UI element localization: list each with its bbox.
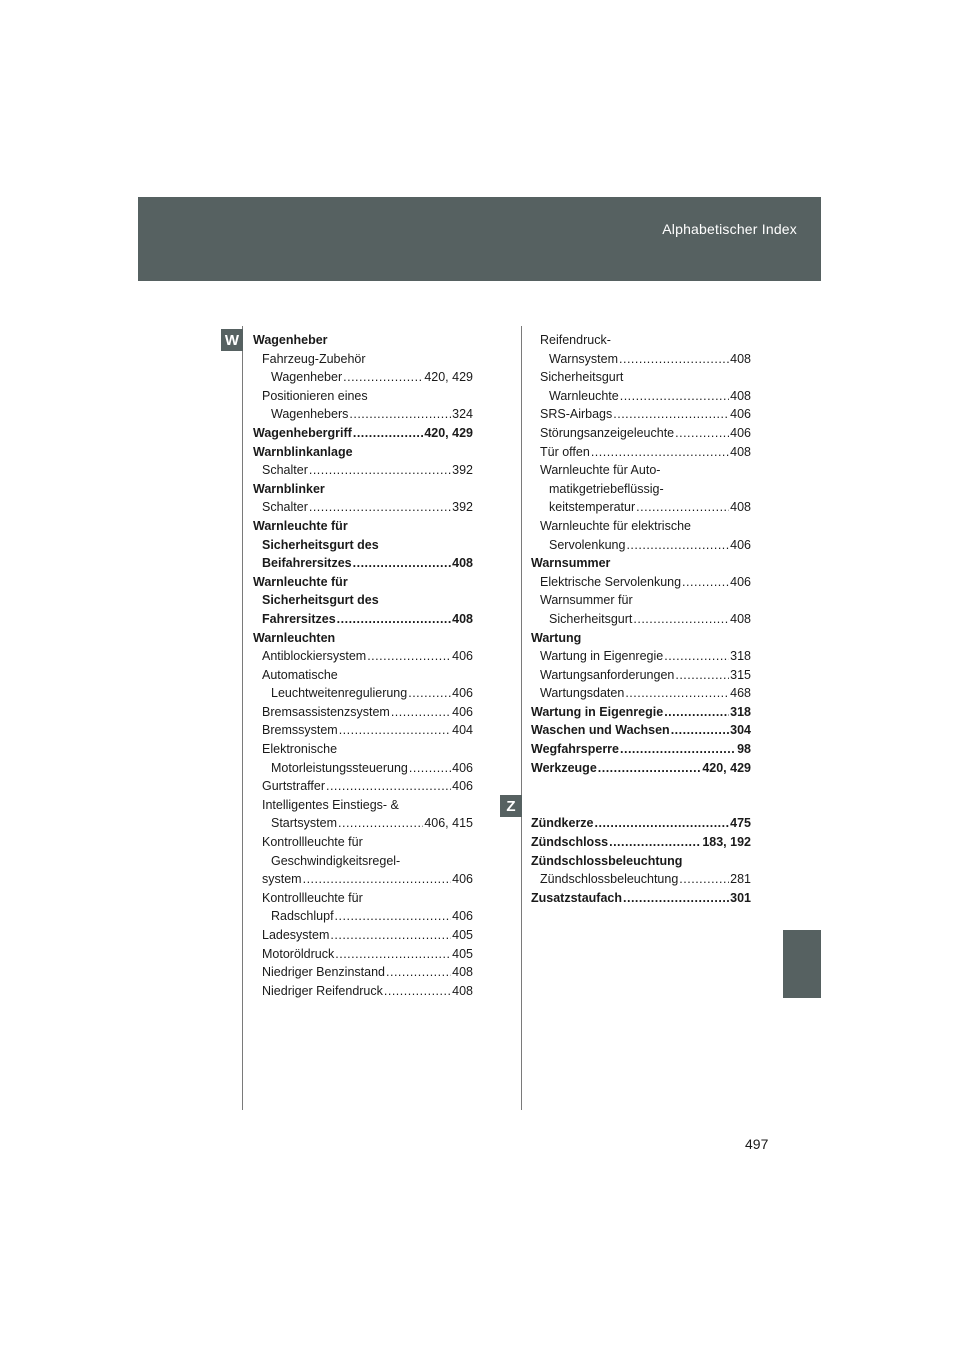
index-entry: Warnsummer für <box>540 593 633 608</box>
index-entry: Sicherheitsgurt des <box>262 537 379 552</box>
entry-page-ref: 408 <box>730 611 751 626</box>
entry-term: Leuchtweitenregulierung <box>271 686 408 701</box>
dot-leader <box>349 405 451 424</box>
dot-leader <box>675 424 729 443</box>
entry-term: Fahrersitzes <box>262 611 336 626</box>
entry-term: Wartungsanforderungen <box>540 667 675 682</box>
dot-leader <box>679 870 729 889</box>
index-entry <box>531 498 751 517</box>
index-column-2 <box>531 331 751 907</box>
entry-term: Startsystem <box>271 816 337 831</box>
section-letter-z: Z <box>500 795 522 817</box>
index-entry <box>531 759 751 778</box>
entry-term: Gurtstraffer <box>262 779 325 794</box>
entry-term: Wartung in Eigenregie <box>540 649 664 664</box>
entry-term: Wartung in Eigenregie <box>531 704 664 719</box>
index-entry <box>531 740 751 759</box>
index-entry <box>253 703 473 722</box>
dot-leader <box>598 759 702 778</box>
entry-page-ref: 281 <box>730 872 751 887</box>
dot-leader <box>309 498 451 517</box>
entry-page-ref: 406 <box>452 686 473 701</box>
dot-leader <box>326 777 451 796</box>
entry-page-ref: 408 <box>452 611 473 626</box>
index-entry: Zündschlossbeleuchtung <box>531 853 683 868</box>
index-entry <box>531 405 751 424</box>
entry-page-ref: 468 <box>730 686 751 701</box>
entry-term: Elektrische Servolenkung <box>540 574 682 589</box>
dot-leader <box>408 684 451 703</box>
index-entry <box>253 814 473 833</box>
index-entry <box>253 982 473 1001</box>
index-entry <box>531 889 751 908</box>
index-entry: Kontrollleuchte für <box>262 835 363 850</box>
dot-leader <box>671 721 729 740</box>
entry-page-ref: 408 <box>730 444 751 459</box>
section-thumb-tab <box>783 930 821 998</box>
index-entry: Elektronische <box>262 742 338 757</box>
index-entry <box>253 461 473 480</box>
entry-term: keitstemperatur <box>549 500 636 515</box>
index-entry <box>531 573 751 592</box>
index-entry: Sicherheitsgurt <box>540 370 624 385</box>
entry-term: Wagenheber <box>271 370 343 385</box>
index-entry: Reifendruck- <box>540 333 611 347</box>
column-rule-left <box>242 326 243 1110</box>
index-entry <box>253 945 473 964</box>
column-rule-right <box>521 326 522 1110</box>
entry-term: Schalter <box>262 463 308 478</box>
dot-leader <box>353 554 452 573</box>
entry-term: Motoröldruck <box>262 946 335 961</box>
entry-page-ref: 408 <box>452 556 473 571</box>
dot-leader <box>595 814 730 833</box>
entry-page-ref: 318 <box>730 649 751 664</box>
index-entry <box>531 387 751 406</box>
index-entry: Warnleuchte für Auto- <box>540 463 661 478</box>
dot-leader <box>633 610 729 629</box>
index-entry <box>531 684 751 703</box>
index-entry: Fahrzeug-Zubehör <box>262 351 366 366</box>
entry-page-ref: 406 <box>452 760 473 775</box>
entry-page-ref: 406 <box>452 909 473 924</box>
dot-leader <box>625 684 729 703</box>
dot-leader <box>636 498 729 517</box>
entry-term: Werkzeuge <box>531 760 597 775</box>
index-entry <box>531 610 751 629</box>
index-entry: Warnsummer <box>531 556 611 571</box>
entry-page-ref: 475 <box>730 816 751 831</box>
dot-leader <box>682 573 729 592</box>
entry-term: Zusatzstaufach <box>531 890 622 905</box>
entry-term: Bremsassistenzsystem <box>262 704 390 719</box>
index-entry <box>531 536 751 555</box>
index-entry <box>253 963 473 982</box>
index-entry <box>253 405 473 424</box>
entry-page-ref: 406 <box>452 779 473 794</box>
entry-page-ref: 98 <box>737 742 751 757</box>
dot-leader <box>309 461 451 480</box>
index-entry <box>253 721 473 740</box>
entry-page-ref: 406 <box>452 649 473 664</box>
entry-page-ref: 392 <box>452 463 473 478</box>
entry-page-ref: 408 <box>730 500 751 515</box>
index-entry <box>531 814 751 833</box>
header-title: Alphabetischer Index <box>662 221 797 237</box>
entry-page-ref: 315 <box>730 667 751 682</box>
index-entry <box>253 554 473 573</box>
index-entry: Intelligentes Einstiegs- & <box>262 797 399 812</box>
index-entry <box>531 703 751 722</box>
dot-leader <box>620 387 729 406</box>
index-entry: Positionieren eines <box>262 388 368 403</box>
index-entry <box>253 926 473 945</box>
index-entry <box>253 907 473 926</box>
entry-term: Wagenhebergriff <box>253 425 352 440</box>
entry-page-ref: 404 <box>452 723 473 738</box>
entry-term: Zündschlossbeleuchtung <box>540 872 679 887</box>
page-number: 497 <box>745 1136 769 1152</box>
entry-page-ref: 406 <box>452 704 473 719</box>
entry-page-ref: 318 <box>730 704 751 719</box>
entry-term: Radschlupf <box>271 909 334 924</box>
index-entry <box>253 870 473 889</box>
index-entry: Warnblinkanlage <box>253 444 353 459</box>
entry-term: Wegfahrsperre <box>531 742 619 757</box>
entry-page-ref: 406 <box>730 425 751 440</box>
entry-page-ref: 301 <box>730 890 751 905</box>
entry-term: SRS-Airbags <box>540 407 613 422</box>
entry-page-ref: 408 <box>730 388 751 403</box>
entry-term: Wartungsdaten <box>540 686 625 701</box>
entry-term: Beifahrersitzes <box>262 556 352 571</box>
entry-term: Wagenhebers <box>271 407 349 422</box>
dot-leader <box>609 833 701 852</box>
index-entry <box>531 350 751 369</box>
entry-page-ref: 408 <box>452 983 473 998</box>
index-entry <box>531 666 751 685</box>
entry-term: Zündkerze <box>531 816 594 831</box>
index-entry <box>531 833 751 852</box>
dot-leader <box>335 907 452 926</box>
index-entry <box>253 368 473 387</box>
entry-term: Bremssystem <box>262 723 338 738</box>
entry-term: Tür offen <box>540 444 590 459</box>
section-letter-w: W <box>221 329 243 351</box>
index-entry: Geschwindigkeitsregel- <box>271 853 401 868</box>
index-entry: Warnleuchten <box>253 630 336 645</box>
entry-page-ref: 406 <box>730 537 751 552</box>
index-entry: Warnblinker <box>253 481 325 496</box>
dot-leader <box>338 814 423 833</box>
index-entry <box>531 721 751 740</box>
section-gap <box>531 777 751 796</box>
entry-page-ref: 408 <box>452 965 473 980</box>
index-entry <box>253 647 473 666</box>
entry-term: Warnleuchte <box>549 388 619 403</box>
dot-leader <box>409 759 451 778</box>
entry-page-ref: 304 <box>730 723 751 738</box>
dot-leader <box>619 350 729 369</box>
dot-leader <box>391 703 451 722</box>
index-entry: Warnleuchte für elektrische <box>540 518 691 533</box>
entry-term: Niedriger Benzinstand <box>262 965 385 980</box>
entry-page-ref: 420, 429 <box>424 425 473 440</box>
dot-leader <box>303 870 452 889</box>
index-entry <box>531 870 751 889</box>
dot-leader <box>664 647 729 666</box>
entry-page-ref: 183, 192 <box>702 835 751 850</box>
dot-leader <box>664 703 729 722</box>
dot-leader <box>339 721 451 740</box>
index-entry <box>253 610 473 629</box>
entry-term: Warnsystem <box>549 351 618 366</box>
dot-leader <box>384 982 451 1001</box>
entry-page-ref: 405 <box>452 946 473 961</box>
dot-leader <box>343 368 423 387</box>
index-entry <box>253 498 473 517</box>
entry-page-ref: 408 <box>730 351 751 366</box>
index-entry <box>253 424 473 443</box>
entry-term: Ladesystem <box>262 928 330 942</box>
index-entry: Kontrollleuchte für <box>262 890 363 905</box>
entry-term: Sicherheitsgurt <box>549 611 633 626</box>
entry-page-ref: 406 <box>452 872 473 887</box>
entry-page-ref: 392 <box>452 500 473 515</box>
dot-leader <box>337 610 451 629</box>
index-entry <box>531 443 751 462</box>
index-entry: Warnleuchte für <box>253 574 348 589</box>
index-entry: Automatische <box>262 667 338 682</box>
section-gap <box>531 796 751 815</box>
entry-page-ref: 324 <box>452 407 473 422</box>
dot-leader <box>626 536 729 555</box>
dot-leader <box>613 405 729 424</box>
entry-term: system <box>262 872 302 887</box>
dot-leader <box>330 926 451 945</box>
entry-page-ref: 406 <box>730 574 751 589</box>
dot-leader <box>386 963 451 982</box>
index-entry: Sicherheitsgurt des <box>262 593 379 608</box>
index-entry <box>253 759 473 778</box>
dot-leader <box>335 945 451 964</box>
index-entry: Wagenheber <box>253 333 328 347</box>
index-entry <box>253 777 473 796</box>
index-entry: matikgetriebeflüssig- <box>549 481 664 496</box>
dot-leader <box>367 647 451 666</box>
dot-leader <box>675 666 729 685</box>
entry-term: Niedriger Reifendruck <box>262 983 383 998</box>
entry-page-ref: 420, 429 <box>702 760 751 775</box>
entry-term: Antiblockiersystem <box>262 649 367 664</box>
entry-term: Zündschloss <box>531 835 609 850</box>
page-header <box>138 197 821 281</box>
index-entry <box>531 424 751 443</box>
entry-term: Servolenkung <box>549 537 626 552</box>
entry-term: Waschen und Wachsen <box>531 723 670 738</box>
entry-term: Schalter <box>262 500 308 515</box>
index-entry: Warnleuchte für <box>253 518 348 533</box>
entry-page-ref: 405 <box>452 928 473 942</box>
entry-term: Motorleistungssteuerung <box>271 760 408 775</box>
dot-leader <box>591 443 729 462</box>
entry-term: Störungsanzeigeleuchte <box>540 425 675 440</box>
dot-leader <box>623 889 729 908</box>
entry-page-ref: 420, 429 <box>424 370 473 385</box>
index-column-1 <box>253 331 473 1000</box>
index-entry <box>253 684 473 703</box>
entry-page-ref: 406 <box>730 407 751 422</box>
dot-leader <box>620 740 736 759</box>
index-entry <box>531 647 751 666</box>
index-entry: Wartung <box>531 630 582 645</box>
dot-leader <box>353 424 423 443</box>
entry-page-ref: 406, 415 <box>424 816 473 831</box>
